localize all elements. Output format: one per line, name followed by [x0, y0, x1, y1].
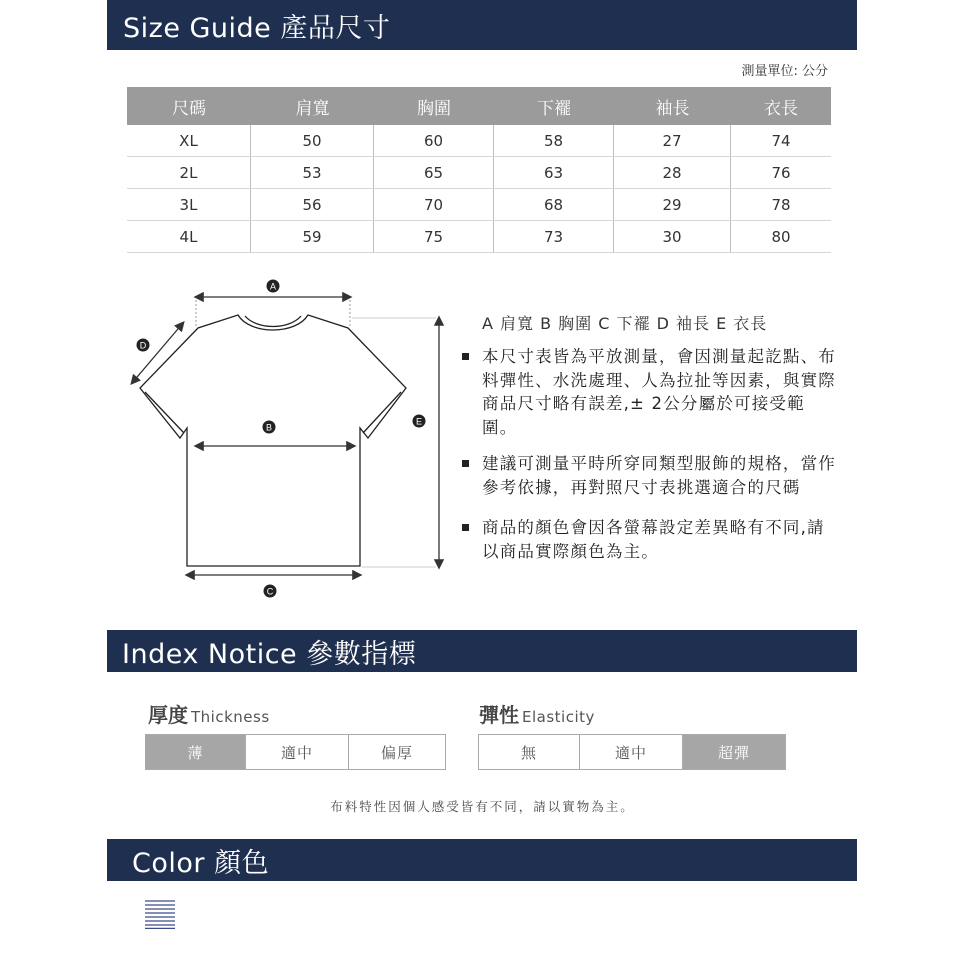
- tshirt-measurement-diagram: [120, 270, 460, 610]
- table-cell: 68: [494, 189, 614, 220]
- size-guide-banner: [107, 0, 857, 50]
- thickness-scale: [145, 734, 446, 770]
- table-row: [127, 189, 831, 221]
- thickness-option-thin: 薄: [146, 735, 246, 769]
- marker-c: C: [266, 586, 274, 597]
- bullet-square-icon: [462, 353, 469, 360]
- header-hem: 下襬: [537, 98, 571, 119]
- table-cell: 3L: [127, 189, 251, 220]
- note-text: 建議可測量平時所穿同類型服飾的規格，當作參考依據，再對照尺寸表挑選適合的尺碼: [482, 454, 836, 497]
- elasticity-option-medium: 適中: [580, 735, 683, 769]
- index-notice-banner: [107, 630, 857, 672]
- note-item: [462, 516, 837, 563]
- index-notice-title: Index Notice 參數指標: [122, 638, 417, 670]
- table-row: [127, 157, 831, 189]
- table-cell: 75: [374, 221, 494, 252]
- thickness-option-thick: 偏厚: [380, 743, 413, 762]
- note-text: 商品的顏色會因各螢幕設定差異略有不同,請以商品實際顏色為主。: [482, 518, 825, 561]
- header-length: 衣長: [764, 98, 798, 119]
- elasticity-scale: [478, 734, 786, 770]
- table-cell: 60: [374, 125, 494, 156]
- header-size: 尺碼: [172, 98, 206, 119]
- color-swatch-striped[interactable]: [145, 899, 175, 929]
- table-cell: 74: [771, 131, 791, 150]
- elasticity-title-zh: 彈性: [479, 703, 519, 727]
- elasticity-option-super: 超彈: [683, 735, 785, 769]
- thickness-option-medium: 適中: [246, 735, 349, 769]
- header-chest: 胸圍: [417, 98, 451, 119]
- header-sleeve: 袖長: [655, 98, 690, 119]
- thickness-title-zh: 厚度: [148, 703, 188, 727]
- note-item: [462, 345, 837, 439]
- size-table-header: [127, 87, 831, 125]
- bullet-square-icon: [462, 460, 469, 467]
- note-item: [462, 452, 837, 499]
- table-cell: 30: [614, 221, 731, 252]
- size-guide-title: Size Guide 產品尺寸: [123, 12, 391, 44]
- marker-d: D: [139, 340, 147, 351]
- table-cell: 80: [771, 227, 791, 246]
- table-cell: 58: [494, 125, 614, 156]
- note-text: 本尺寸表皆為平放測量，會因測量起訖點、布料彈性、水洗處理、人為拉扯等因素，與實際商品尺寸略有誤差,± 2公分屬於可接受範圍。: [482, 347, 836, 437]
- marker-e: E: [415, 416, 423, 427]
- table-cell: 27: [614, 125, 731, 156]
- marker-b: B: [265, 422, 273, 433]
- table-row: [127, 125, 831, 157]
- elasticity-title: [479, 699, 595, 728]
- table-cell: 63: [494, 157, 614, 188]
- table-row: [127, 221, 831, 253]
- table-cell: 28: [614, 157, 731, 188]
- marker-a: A: [269, 281, 277, 292]
- table-cell: 53: [251, 157, 374, 188]
- table-cell: 29: [614, 189, 731, 220]
- table-cell: 59: [251, 221, 374, 252]
- table-cell: 65: [374, 157, 494, 188]
- elasticity-option-none: 無: [479, 735, 580, 769]
- table-cell: 76: [771, 163, 791, 182]
- color-banner: [107, 839, 857, 881]
- thickness-title: [148, 699, 270, 728]
- table-cell: 78: [771, 195, 791, 214]
- table-cell: 56: [251, 189, 374, 220]
- measurement-unit-label: 測量單位: 公分: [741, 64, 828, 79]
- table-cell: 70: [374, 189, 494, 220]
- table-cell: 50: [251, 125, 374, 156]
- table-cell: XL: [127, 125, 251, 156]
- table-cell: 2L: [127, 157, 251, 188]
- diagram-legend: A 肩寬 B 胸圍 C 下襬 D 袖長 E 衣長: [482, 314, 768, 333]
- thickness-title-en: Thickness: [191, 708, 270, 726]
- table-cell: 4L: [127, 221, 251, 252]
- tshirt-outline: [140, 315, 406, 566]
- header-shoulder: 肩寬: [295, 98, 330, 119]
- color-title: Color 顏色: [132, 847, 270, 879]
- elasticity-title-en: Elasticity: [522, 708, 595, 726]
- table-cell: 73: [494, 221, 614, 252]
- size-table: [127, 87, 831, 253]
- fabric-note: 布料特性因個人感受皆有不同，請以實物為主。: [330, 799, 635, 814]
- bullet-square-icon: [462, 524, 469, 531]
